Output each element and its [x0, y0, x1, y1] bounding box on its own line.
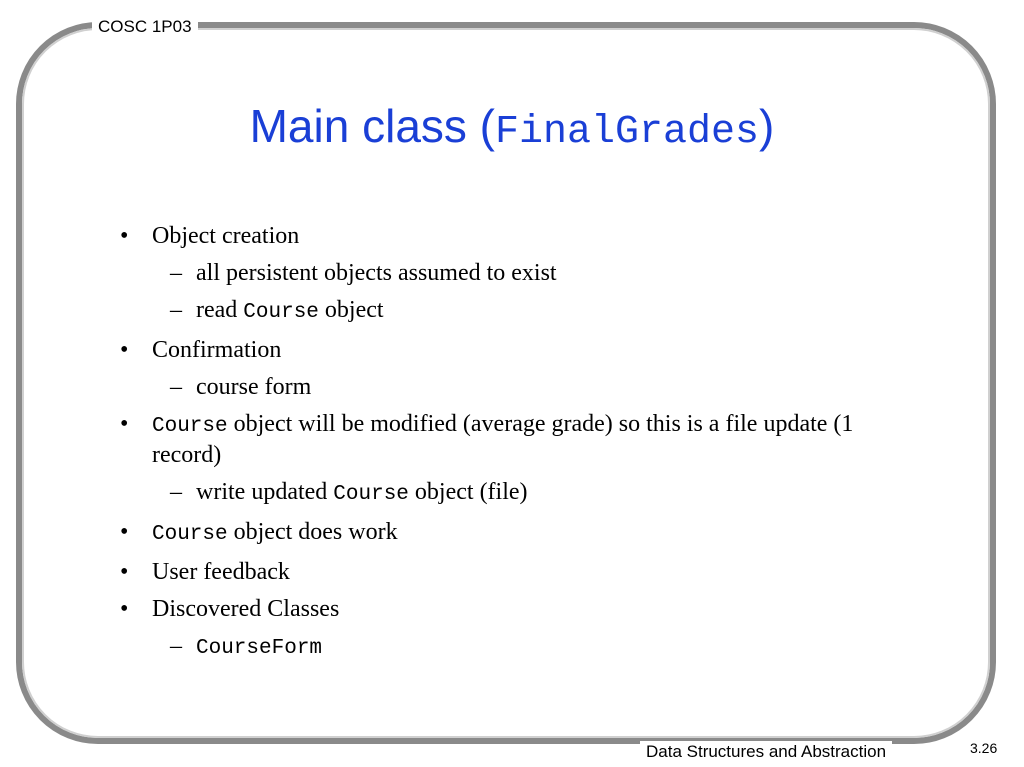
bullet-item [118, 595, 898, 623]
title-close: ) [759, 100, 775, 152]
code-text: Course [152, 523, 228, 546]
sub-bullet-text: object [318, 297, 384, 323]
bullet-text: Object creation [152, 223, 300, 249]
sub-bullet-text: write updated [196, 479, 334, 505]
sub-bullet-item [118, 632, 898, 663]
bullet-text: object will be modified (average grade) so this is a file update (1 record) [152, 411, 854, 468]
sub-bullet-item [118, 373, 898, 401]
sub-bullet-text: course form [196, 374, 312, 400]
code-text: CourseForm [196, 637, 323, 660]
bullet-item [118, 222, 898, 250]
title-text: Main class ( [249, 100, 495, 152]
bullet-item [118, 410, 898, 469]
sub-bullet-item [118, 478, 898, 509]
sub-bullet-text: read [196, 297, 244, 323]
bullet-text: Confirmation [152, 337, 282, 363]
bullet-item [118, 558, 898, 586]
code-text: Course [333, 483, 409, 506]
title-code: FinalGrades [495, 110, 760, 155]
course-header: COSC 1P03 [92, 16, 198, 38]
sub-bullet-text: all persistent objects assumed to exist [196, 260, 557, 286]
code-text: Course [152, 415, 228, 438]
bullet-item [118, 336, 898, 364]
bullet-item [118, 518, 898, 549]
page-number: 3.26 [966, 738, 1001, 758]
sub-bullet-text: object (file) [408, 479, 528, 505]
code-text: Course [243, 301, 319, 324]
slide-title [0, 96, 1024, 163]
bullet-text: Discovered Classes [152, 596, 340, 622]
sub-bullet-item [118, 296, 898, 327]
slide-content [118, 222, 898, 672]
bullet-text: User feedback [152, 559, 290, 585]
bullet-text: object does work [227, 519, 398, 545]
sub-bullet-item [118, 259, 898, 287]
footer-subject: Data Structures and Abstraction [640, 741, 892, 763]
